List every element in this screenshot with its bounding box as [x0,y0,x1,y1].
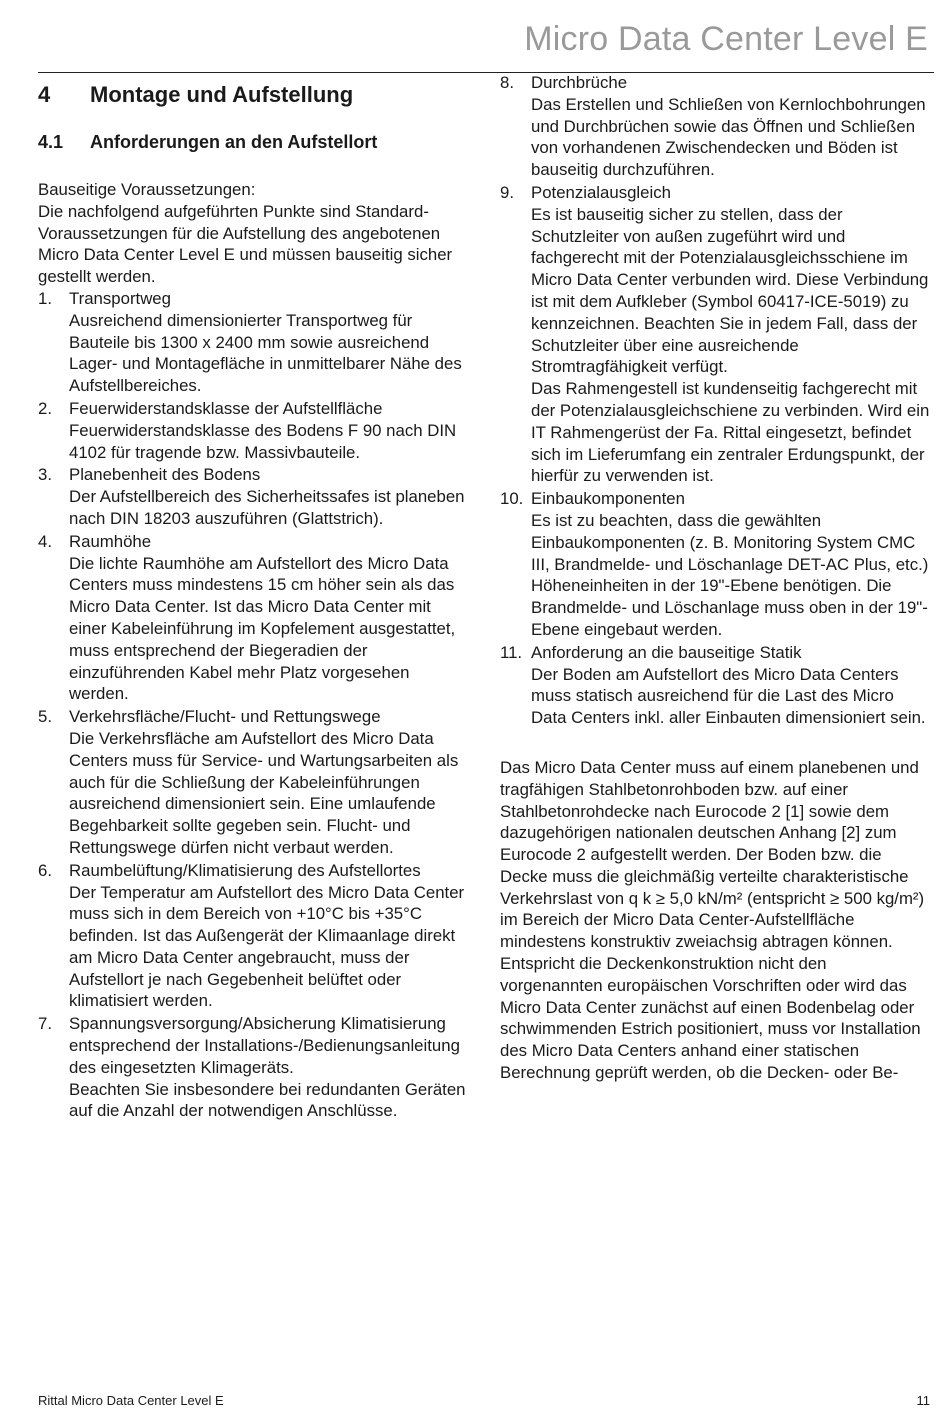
section-number: 4 [38,82,51,107]
list-item [38,1013,470,1122]
item-title: Anforderung an die bauseitige Statik [531,642,802,662]
item-number: 1. [38,288,52,308]
subsection-heading [38,130,470,154]
list-item [38,464,470,529]
item-title: Einbaukomponenten [531,489,685,509]
item-title: Raumbelüftung/Klimatisierung des Aufstellortes [69,860,421,880]
item-number: 9. [500,182,514,202]
list-item [38,531,470,705]
left-column [38,72,470,1123]
item-title: Transportweg [69,288,171,308]
item-text: Der Aufstellbereich des Sicherheitssafes ist planeben nach DIN 18203 auszuführen (Glattstrich). [69,487,465,528]
item-number: 2. [38,398,52,418]
closing-paragraphs [500,757,932,1084]
item-text: Die Verkehrsfläche am Aufstellort des Micro Data Centers muss für Service- und Wartungsarbeiten als auch für die Schließung der Kabeleinführungen ausreichend dimensioniert sein. Eine umlaufende Begehbarkeit sollte gegeben sein. Flucht- und Rettungswege dürfen nicht verbaut werden. [69,728,459,857]
list-item [38,706,470,859]
list-item [38,860,470,1013]
item-number: 7. [38,1014,52,1034]
item-text: Der Boden am Aufstellort des Micro Data Centers muss statisch ausreichend für die Last des Micro Data Centers inkl. aller Einbauten dimensioniert sein. [531,664,926,728]
item-number: 6. [38,860,52,880]
item-title: Verkehrsfläche/Flucht- und Rettungswege [69,707,381,727]
list-item [500,182,932,487]
item-text: Es ist zu beachten, dass die gewählten Einbaukomponenten (z. B. Monitoring System CMC III, Brandmelde- und Löschanlage DET-AC Plus, etc.) Höheneinheiten in der 19"-Ebene benötigen. Die Brandmelde- und Löschanlage muss oben in der 19"-Ebene eingebaut werden. [531,510,929,639]
item-text: Ausreichend dimensionierter Transportweg für Bauteile bis 1300 x 2400 mm sowie ausreichend Lager- und Montagefläche in unmittelbarer Nähe des Aufstellbereiches. [69,310,462,396]
item-text: Feuerwiderstandsklasse des Bodens F 90 nach DIN 4102 für tragende bzw. Massivbauteile. [69,420,457,462]
list-item [500,72,932,181]
item-number: 10. [500,489,524,509]
item-number: 11. [500,642,523,662]
item-title: Planebenheit des Bodens [69,465,261,485]
subsection-number: 4.1 [38,132,64,152]
intro-label: Bauseitige Voraussetzungen: [38,180,256,199]
item-number: 5. [38,707,52,727]
right-column [500,72,932,1084]
item-number: 4. [38,531,52,551]
item-text: Beachten Sie insbesondere bei redundanten Geräten auf die Anzahl der notwendigen Anschlüsse. [69,1079,466,1121]
section-title: Montage und Aufstellung [90,82,354,107]
item-title: Spannungsversorgung/Absicherung Klimatisierung entsprechend der Installations-/Bedienungsanleitung des eingesetzten Klimageräts. [69,1014,460,1077]
item-title: Durchbrüche [531,73,628,92]
item-text: Es ist bauseitig sicher zu stellen, dass der Schutzleiter von außen zugeführt wird und fachgerecht mit der Potenzialausgleichsschiene im Micro Data Center verbunden wird. Diese Verbindung ist mit dem Aufkleber (Symbol 60417-ICE-5019) zu kennzeichnen. Beachten Sie in jedem Fall, dass der Schutzleiter über eine ausreichende Stromtragfähigkeit verfügt. [531,204,929,377]
list-item [500,488,932,641]
item-text: Das Erstellen und Schließen von Kernlochbohrungen und Durchbrüchen sowie das Öffnen und Schließen von vorhandenen Zwischendecken und Böden ist bauseitig durchzuführen. [531,94,926,180]
item-text: Das Rahmengestell ist kundenseitig fachgerecht mit der Potenzialausgleichschiene zu verbinden. Wird ein IT Rahmengerüst der Fa. Rittal eingesetzt, befindet sich im Lieferumfang ein zentraler Erdungspunkt, der hierfür zu verwenden ist. [531,379,930,486]
closing-paragraph-2: Entspricht die Deckenkonstruktion nicht den vorgenannten europäischen Vorschriften oder wird das Micro Data Center zunächst auf einen Bodenbelag oder schwimmenden Estrich positioniert, muss vor Installation des Micro Data Centers anhand einer statischen Berechnung geprüft werden, ob die Decken- oder Be- [500,954,921,1083]
item-number: 8. [500,73,514,92]
closing-paragraph-1: Das Micro Data Center muss auf einem planebenen und tragfähigen Stahlbetonrohboden bzw. auf einer Stahlbetonrohdecke nach Eurocode 2 [1] sowie dem dazugehörigen nationalen deutschen Anhang [2] zum Eurocode 2 aufgestellt werden. Der Boden bzw. die Decke muss die gleichmäßig verteilte charakteristische Verkehrslast von q k ≥ 5,0 kN/m² (entspricht ≥ 500 kg/m²) im Bereich der Micro Data Center-Aufstellfläche mindestens konstruktiv zweiachsig abtragen können. [500,757,925,952]
list-item [38,398,470,463]
footer-document-title: Rittal Micro Data Center Level E [38,1393,224,1408]
footer-page-number: 11 [916,1393,930,1408]
item-title: Raumhöhe [69,531,152,551]
list-item [38,288,470,397]
section-heading [38,81,470,109]
item-text: Die lichte Raumhöhe am Aufstellort des Micro Data Centers muss mindestens 15 cm höher sein als das Micro Data Center. Ist das Micro Data Center mit einer Kabeleinführung im Kopfelement ausgestattet, muss entsprechend der Biegeradien der einzuführenden Kabel mehr Platz vorgesehen werden. [69,553,456,704]
list-item [500,642,932,729]
running-header-title: Micro Data Center Level E [524,20,928,58]
subsection-title: Anforderungen an den Aufstellort [90,132,378,152]
item-text: Der Temperatur am Aufstellort des Micro Data Center muss sich in dem Bereich von +10°C bis +35°C befinden. Ist das Außengerät der Klimaanlage direkt am Micro Data Center angebraucht, muss der Aufstellort je nach Gegebenheit belüftet oder klimatisiert werden. [69,882,465,1011]
requirements-list-right [500,72,932,729]
requirements-list-left [38,288,470,1122]
item-title: Potenzialausgleich [531,182,671,202]
intro-text: Die nachfolgend aufgeführten Punkte sind Standard-Voraussetzungen für die Aufstellung des angebotenen Micro Data Center Level E und müssen bauseitig sicher gestellt werden. [38,201,453,287]
intro-block [38,179,470,288]
item-number: 3. [38,465,52,485]
item-title: Feuerwiderstandsklasse der Aufstellfläche [69,398,383,418]
